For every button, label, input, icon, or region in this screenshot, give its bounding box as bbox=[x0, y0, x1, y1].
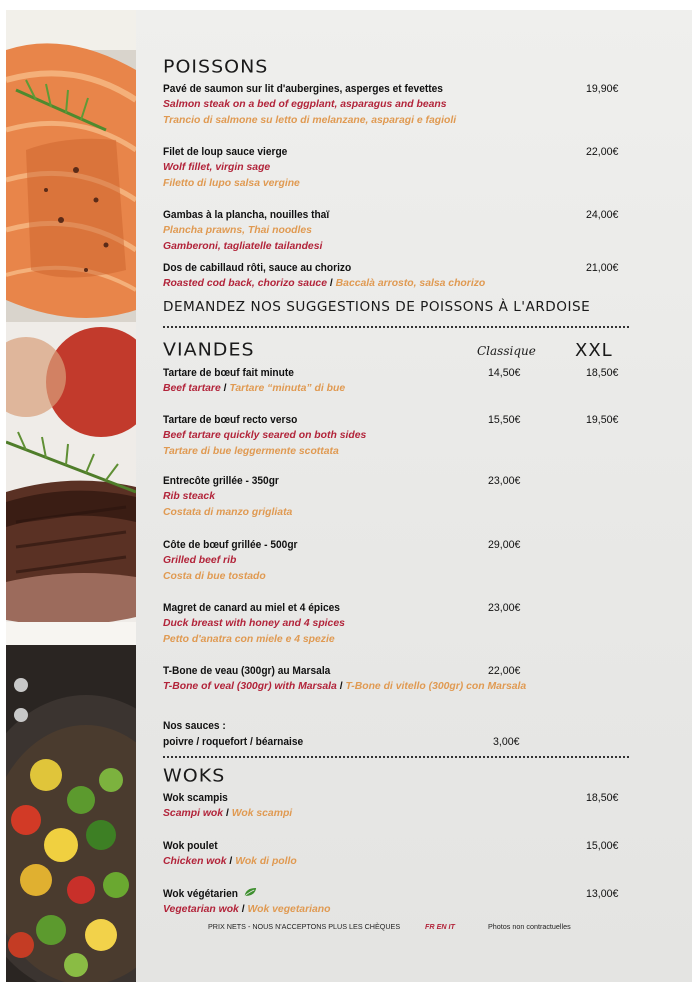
item-price-classique: 23,00€ bbox=[488, 602, 521, 614]
menu-item bbox=[163, 412, 633, 460]
menu-item bbox=[163, 600, 633, 648]
item-name-it: Tartare di bue leggermente scottata bbox=[163, 446, 339, 457]
item-name-fr: Magret de canard au miel et 4 épices bbox=[163, 602, 340, 614]
language-separator: / bbox=[241, 904, 245, 915]
language-separator: / bbox=[339, 681, 343, 692]
item-price: 19,90€ bbox=[586, 83, 619, 95]
item-price-xxl: 19,50€ bbox=[586, 414, 619, 426]
item-name-fr: Tartare de bœuf recto verso bbox=[163, 414, 298, 426]
item-name-line3: Gamberoni, tagliatelle tailandesi bbox=[163, 241, 323, 252]
menu-item bbox=[163, 207, 633, 255]
item-name-en: Beef tartare quickly seared on both sides bbox=[163, 430, 367, 441]
item-name-it: Tartare “minuta” di bue bbox=[229, 383, 346, 394]
item-price: 21,00€ bbox=[586, 262, 619, 274]
section-divider bbox=[163, 756, 629, 758]
language-separator: / bbox=[223, 383, 227, 394]
section-divider bbox=[163, 326, 629, 328]
menu-item bbox=[163, 537, 633, 585]
item-name-en: Roasted cod back, chorizo sauce bbox=[163, 278, 327, 289]
ardoise-suggestion: DEMANDEZ NOS SUGGESTIONS DE POISSONS À L'ARDOISE bbox=[163, 299, 591, 315]
item-name-fr: Wok scampis bbox=[163, 792, 228, 804]
item-name-fr: Entrecôte grillée - 350gr bbox=[163, 475, 279, 487]
item-name-en: Vegetarian wok bbox=[163, 904, 239, 915]
menu-content bbox=[163, 10, 633, 982]
item-name-en: Scampi wok bbox=[163, 808, 224, 819]
menu-item bbox=[163, 473, 633, 521]
item-name-it: Costa di bue tostado bbox=[163, 571, 266, 582]
item-price-classique: 23,00€ bbox=[488, 475, 521, 487]
item-name-en: Rib steack bbox=[163, 491, 215, 502]
item-name-it: Wok scampi bbox=[231, 808, 293, 819]
item-price-xxl: 18,50€ bbox=[586, 367, 619, 379]
item-name-fr: Côte de bœuf grillée - 500gr bbox=[163, 539, 298, 551]
item-name-fr: Wok végétarien bbox=[163, 888, 238, 900]
wok-photo bbox=[6, 645, 136, 982]
item-name-fr: Filet de loup sauce vierge bbox=[163, 146, 288, 158]
item-name-line2: Plancha prawns, Thai noodles bbox=[163, 225, 312, 236]
menu-item bbox=[163, 886, 633, 918]
item-name-it: Costata di manzo grigliata bbox=[163, 507, 293, 518]
footer-notice: PRIX NETS - NOUS N'ACCEPTONS PLUS LES CHÈQUES bbox=[208, 922, 401, 931]
menu-item bbox=[163, 790, 633, 822]
item-name-en: Chicken wok bbox=[163, 856, 227, 867]
item-price: 18,50€ bbox=[586, 792, 619, 804]
item-name-it: Petto d'anatra con miele e 4 spezie bbox=[163, 634, 335, 645]
item-name-fr: T-Bone de veau (300gr) au Marsala bbox=[163, 665, 331, 677]
column-xxl: XXL bbox=[575, 340, 613, 361]
item-price-classique: 15,50€ bbox=[488, 414, 521, 426]
menu-item bbox=[163, 260, 633, 292]
item-name-fr: Gambas à la plancha, nouilles thaï bbox=[163, 209, 330, 221]
salmon-photo bbox=[6, 10, 136, 322]
item-name-en: Duck breast with honey and 4 spices bbox=[163, 618, 345, 629]
item-name-it: Wok vegetariano bbox=[247, 904, 331, 915]
item-name-fr: Wok poulet bbox=[163, 840, 218, 852]
sauces-block bbox=[163, 718, 633, 750]
language-separator: / bbox=[329, 278, 333, 289]
item-name-it: Wok di pollo bbox=[235, 856, 297, 867]
woks-title: WOKS bbox=[163, 766, 226, 787]
sauces-price: 3,00€ bbox=[493, 736, 520, 748]
menu-item bbox=[163, 365, 633, 397]
item-name-fr: Pavé de saumon sur lit d'aubergines, asperges et fevettes bbox=[163, 83, 443, 95]
language-separator: / bbox=[225, 808, 229, 819]
steak-photo bbox=[6, 322, 136, 645]
menu-item bbox=[163, 81, 633, 129]
item-name-en: Wolf fillet, virgin sage bbox=[163, 162, 271, 173]
item-name-en: Grilled beef rib bbox=[163, 555, 237, 566]
menu-sheet bbox=[6, 10, 692, 982]
language-separator: / bbox=[229, 856, 233, 867]
footer-languages: FR EN IT bbox=[425, 922, 455, 931]
sauces-label: Nos sauces : bbox=[163, 720, 226, 732]
item-name-en: T-Bone of veal (300gr) with Marsala bbox=[163, 681, 337, 692]
sauces-list: poivre / roquefort / béarnaise bbox=[163, 736, 304, 748]
item-price-classique: 29,00€ bbox=[488, 539, 521, 551]
menu-item bbox=[163, 663, 633, 695]
item-price: 13,00€ bbox=[586, 888, 619, 900]
item-price: 24,00€ bbox=[586, 209, 619, 221]
item-name-en: Salmon steak on a bed of eggplant, asparagus and beans bbox=[163, 99, 447, 110]
item-price: 15,00€ bbox=[586, 840, 619, 852]
item-name-it: Trancio di salmone su letto di melanzane, asparagi e fagioli bbox=[163, 115, 457, 126]
menu-item bbox=[163, 144, 633, 192]
item-name-en: Beef tartare bbox=[163, 383, 221, 394]
column-classique: Classique bbox=[477, 344, 536, 358]
item-name-it: Baccalà arrosto, salsa chorizo bbox=[335, 278, 486, 289]
poissons-title: POISSONS bbox=[163, 57, 269, 78]
item-price-classique: 14,50€ bbox=[488, 367, 521, 379]
item-name-fr: Tartare de bœuf fait minute bbox=[163, 367, 294, 379]
item-name-it: T-Bone di vitello (300gr) con Marsala bbox=[345, 681, 527, 692]
item-name-fr: Dos de cabillaud rôti, sauce au chorizo bbox=[163, 262, 352, 274]
item-name-it: Filetto di lupo salsa vergine bbox=[163, 178, 300, 189]
footer-photos-note: Photos non contractuelles bbox=[488, 922, 571, 931]
menu-item bbox=[163, 838, 633, 870]
item-price-classique: 22,00€ bbox=[488, 665, 521, 677]
item-price: 22,00€ bbox=[586, 146, 619, 158]
viandes-title: VIANDES bbox=[163, 340, 255, 361]
leaf-icon bbox=[244, 886, 257, 902]
